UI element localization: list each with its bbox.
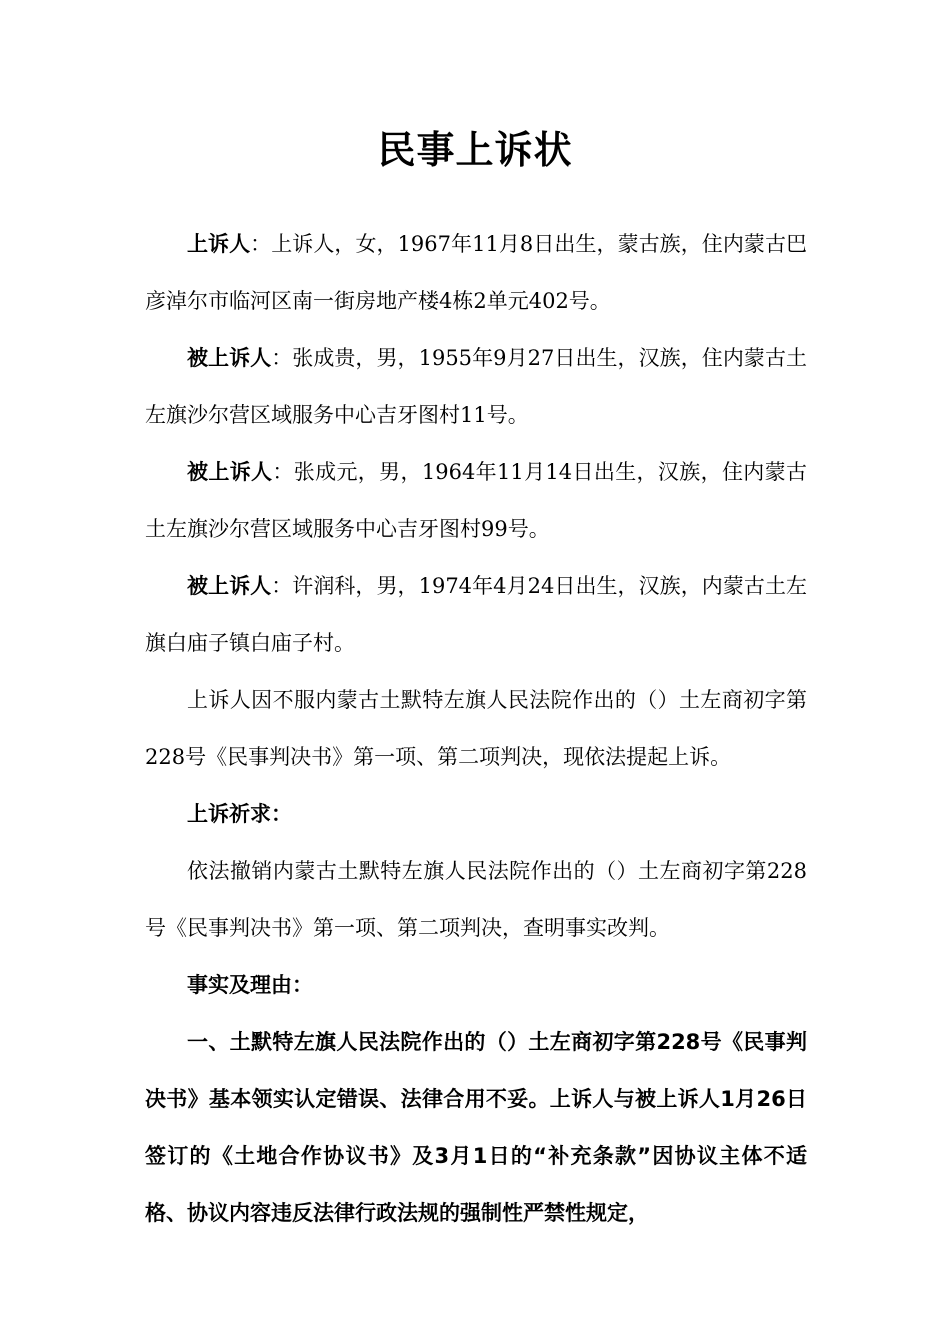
document-body [145,216,807,1242]
party-label: 被上诉人 [187,346,272,370]
party-appellee-3 [145,558,807,672]
party-label: 上诉人 [187,232,251,256]
party-label: 被上诉人 [187,460,273,484]
facts-heading: 事实及理由： [187,973,313,997]
party-label: 被上诉人 [187,574,272,598]
party-details: ：张成元，男，1964年11月14日出生，汉族，住内蒙古土左旗沙尔营区域服务中心吉牙图村99号。 [145,460,807,541]
facts-point-1: 一、土默特左旗人民法院作出的（）土左商初字第228号《民事判决书》基本领实认定错误、法律合用不妥。上诉人与被上诉人1月26日签订的《土地合作协议书》及3月1日的“补充条款”因协议主体不适格、协议内容违反法律行政法规的强制性严禁性规定， [145,1030,807,1225]
document-title: 民事上诉状 [377,128,573,172]
party-details: ：许润科，男，1974年4月24日出生，汉族，内蒙古土左旗白庙子镇白庙子村。 [145,574,807,655]
party-details: ：上诉人，女，1967年11月8日出生，蒙古族，住内蒙古巴彦淖尔市临河区南一街房地产楼4栋2单元402号。 [145,232,808,313]
party-appellee-2 [145,444,807,558]
intro-paragraph: 上诉人因不服内蒙古土默特左旗人民法院作出的（）土左商初字第228号《民事判决书》第一项、第二项判决，现依法提起上诉。 [145,688,807,769]
party-appellee-1 [145,330,807,444]
party-appellant [145,216,807,330]
party-details: ：张成贵，男，1955年9月27日出生，汉族，住内蒙古土左旗沙尔营区域服务中心吉牙图村11号。 [145,346,807,427]
request-heading: 上诉祈求： [187,802,292,826]
request-paragraph: 依法撤销内蒙古土默特左旗人民法院作出的（）土左商初字第228号《民事判决书》第一项、第二项判决，查明事实改判。 [145,859,807,940]
